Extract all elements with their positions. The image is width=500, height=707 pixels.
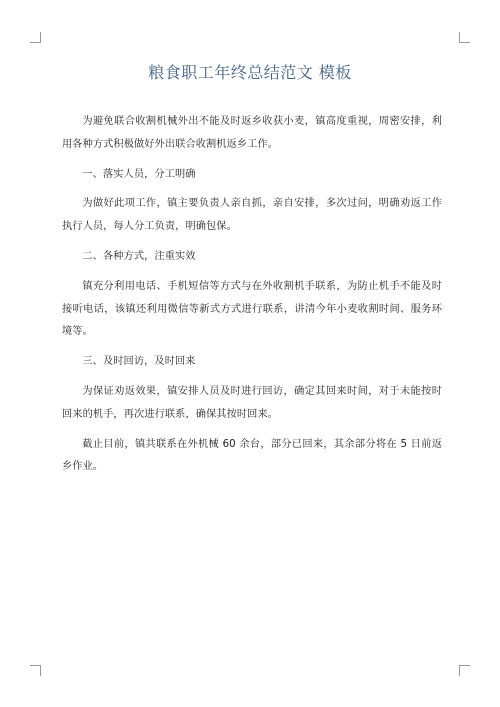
paragraph-intro: 为避免联合收割机械外出不能及时返乡收获小麦，镇高度重视，周密安排，利用各种方式积极做好外出联合收割机返乡工作。 — [62, 116, 442, 150]
paragraph-conclusion: 截止目前，镇共联系在外机械 60 余台，部分已回来，其余部分将在 5 日前返乡作业。 — [62, 438, 442, 473]
document-body — [62, 111, 442, 486]
section-heading-2: 二、各种方式，注重实效 — [82, 250, 196, 262]
paragraph-section-1: 为做好此项工作，镇主要负责人亲自抓，亲自安排，多次过问，明确劝返工作执行人员，每人分工负责，明确包保。 — [62, 198, 442, 233]
crop-mark-top-right — [459, 32, 470, 43]
crop-mark-top-left — [30, 32, 41, 43]
section-heading-1: 一、落实人员，分工明确 — [82, 168, 196, 180]
crop-mark-bottom-left — [30, 665, 41, 676]
document-title: 粮食职工年终总结范文 模板 — [148, 63, 352, 82]
section-heading-3: 三、及时回访，及时回来 — [82, 356, 196, 368]
paragraph-section-2: 镇充分利用电话、手机短信等方式与在外收割机手联系，为防止机手不能及时接听电话，该镇还利用微信等新式方式进行联系，讲清今年小麦收割时间、服务环境等。 — [62, 280, 442, 338]
paragraph-section-3: 为保证劝返效果，镇安排人员及时进行回访，确定其回来时间，对于未能按时回来的机手，再次进行联系，确保其按时回来。 — [62, 385, 442, 420]
crop-mark-bottom-right — [459, 665, 470, 676]
